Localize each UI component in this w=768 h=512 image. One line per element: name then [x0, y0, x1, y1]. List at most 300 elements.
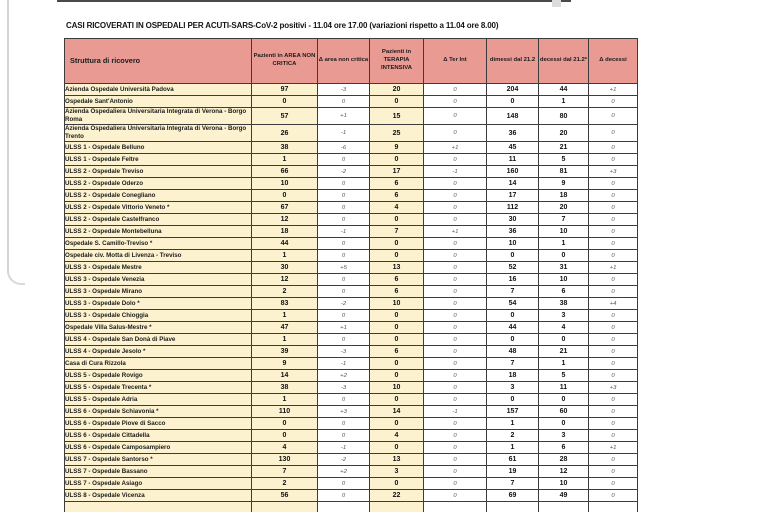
- delta-ter-int-cell: 0: [424, 310, 487, 322]
- dimessi-cell: 0: [487, 310, 539, 322]
- area-non-critica-cell: 97: [252, 84, 318, 96]
- terapia-intensiva-cell: 17: [370, 166, 424, 178]
- delta-decessi-cell: 0: [589, 238, 638, 250]
- delta-ter-int-cell: 0: [424, 358, 487, 370]
- terapia-intensiva-cell: 0: [370, 322, 424, 334]
- table-row: [65, 250, 638, 262]
- area-non-critica-cell: 12: [252, 274, 318, 286]
- table-row: [65, 190, 638, 202]
- delta-area-cell: 0: [318, 238, 370, 250]
- area-non-critica-cell: 38: [252, 382, 318, 394]
- delta-decessi-cell: 0: [589, 430, 638, 442]
- hospital-name-cell: ULSS 4 - Ospedale San Donà di Piave: [65, 334, 252, 346]
- table-row: [65, 178, 638, 190]
- delta-area-cell: +1: [318, 108, 370, 125]
- area-non-critica-cell: 1: [252, 394, 318, 406]
- terapia-intensiva-cell: 0: [370, 394, 424, 406]
- delta-area-cell: -1: [318, 125, 370, 142]
- decessi-cell: 3: [539, 430, 589, 442]
- area-non-critica-cell: 39: [252, 346, 318, 358]
- table-row: [65, 238, 638, 250]
- hospital-name-cell: ULSS 5 - Ospedale Trecenta *: [65, 382, 252, 394]
- delta-ter-int-cell: 0: [424, 382, 487, 394]
- dimessi-cell: 1: [487, 418, 539, 430]
- delta-decessi-cell: 0: [589, 322, 638, 334]
- delta-decessi-cell: 0: [589, 418, 638, 430]
- decessi-cell: 7: [539, 214, 589, 226]
- delta-area-cell: -2: [318, 454, 370, 466]
- dimessi-cell: 10: [487, 238, 539, 250]
- decessi-cell: 0: [539, 394, 589, 406]
- table-row: [65, 406, 638, 418]
- delta-ter-int-cell: 0: [424, 262, 487, 274]
- table-row: [65, 442, 638, 454]
- terapia-intensiva-cell: 22: [370, 490, 424, 502]
- decessi-cell: 21: [539, 346, 589, 358]
- delta-ter-int-cell: 0: [424, 466, 487, 478]
- table-row: [65, 322, 638, 334]
- delta-area-cell: +2: [318, 466, 370, 478]
- delta-area-cell: 0: [318, 274, 370, 286]
- table-row: [65, 490, 638, 502]
- hospital-name-cell: ULSS 1 - Ospedale Feltre: [65, 154, 252, 166]
- table-row: [65, 418, 638, 430]
- header-delta-decessi: Δ decessi: [589, 39, 638, 84]
- delta-area-cell: 0: [318, 310, 370, 322]
- hospital-name-cell: ULSS 1 - Ospedale Belluno: [65, 142, 252, 154]
- delta-decessi-cell: 0: [589, 190, 638, 202]
- hospital-name-cell: ULSS 2 - Ospedale Conegliano: [65, 190, 252, 202]
- hospital-name-cell: Casa di Cura Rizzola: [65, 358, 252, 370]
- header-delta-ter-int: Δ Ter Int: [424, 39, 487, 84]
- table-row: [65, 454, 638, 466]
- delta-ter-int-cell: 0: [424, 370, 487, 382]
- terapia-intensiva-cell: 6: [370, 190, 424, 202]
- terapia-intensiva-cell: 0: [370, 96, 424, 108]
- area-non-critica-cell: [252, 502, 318, 512]
- area-non-critica-cell: 1: [252, 310, 318, 322]
- delta-decessi-cell: 0: [589, 226, 638, 238]
- decessi-cell: 12: [539, 466, 589, 478]
- terapia-intensiva-cell: [370, 502, 424, 512]
- decessi-cell: 1: [539, 358, 589, 370]
- delta-ter-int-cell: 0: [424, 96, 487, 108]
- dimessi-cell: 112: [487, 202, 539, 214]
- area-non-critica-cell: 0: [252, 418, 318, 430]
- delta-area-cell: -3: [318, 346, 370, 358]
- delta-ter-int-cell: 0: [424, 442, 487, 454]
- header-struttura: Struttura di ricovero: [65, 39, 252, 84]
- dimessi-cell: 7: [487, 358, 539, 370]
- terapia-intensiva-cell: 6: [370, 346, 424, 358]
- hospital-name-cell: ULSS 3 - Ospedale Venezia: [65, 274, 252, 286]
- area-non-critica-cell: 1: [252, 250, 318, 262]
- delta-ter-int-cell: -1: [424, 166, 487, 178]
- table-row: [65, 262, 638, 274]
- hospital-name-cell: ULSS 5 - Ospedale Adria: [65, 394, 252, 406]
- delta-ter-int-cell: 0: [424, 238, 487, 250]
- dimessi-cell: 45: [487, 142, 539, 154]
- table-row: [65, 274, 638, 286]
- delta-decessi-cell: 0: [589, 108, 638, 125]
- dimessi-cell: 17: [487, 190, 539, 202]
- hospital-name-cell: ULSS 7 - Ospedale Asiago: [65, 478, 252, 490]
- delta-decessi-cell: 0: [589, 490, 638, 502]
- decessi-cell: 10: [539, 226, 589, 238]
- delta-area-cell: 0: [318, 490, 370, 502]
- delta-ter-int-cell: 0: [424, 214, 487, 226]
- terapia-intensiva-cell: 9: [370, 142, 424, 154]
- table-header: [65, 39, 638, 84]
- delta-ter-int-cell: 0: [424, 190, 487, 202]
- table-row: [65, 466, 638, 478]
- delta-ter-int-cell: 0: [424, 490, 487, 502]
- dimessi-cell: 1: [487, 442, 539, 454]
- area-non-critica-cell: 67: [252, 202, 318, 214]
- area-non-critica-cell: 0: [252, 430, 318, 442]
- delta-ter-int-cell: 0: [424, 346, 487, 358]
- area-non-critica-cell: 12: [252, 214, 318, 226]
- delta-ter-int-cell: 0: [424, 84, 487, 96]
- area-non-critica-cell: 0: [252, 96, 318, 108]
- delta-decessi-cell: +3: [589, 166, 638, 178]
- delta-decessi-cell: [589, 502, 638, 512]
- decessi-cell: 5: [539, 154, 589, 166]
- header-decessi: decessi dal 21.2*: [539, 39, 589, 84]
- dimessi-cell: 36: [487, 125, 539, 142]
- delta-decessi-cell: 0: [589, 214, 638, 226]
- decessi-cell: 1: [539, 238, 589, 250]
- table-row-partially-cropped: [65, 502, 638, 512]
- dimessi-cell: 44: [487, 322, 539, 334]
- delta-ter-int-cell: 0: [424, 454, 487, 466]
- hospital-name-cell: Azienda Ospedaliera Universitaria Integrata di Verona - Borgo Roma: [65, 108, 252, 125]
- terapia-intensiva-cell: 4: [370, 202, 424, 214]
- decessi-cell: 6: [539, 442, 589, 454]
- header-delta-area: Δ area non critica: [318, 39, 370, 84]
- hospital-name-cell: ULSS 6 - Ospedale Camposampiero: [65, 442, 252, 454]
- dimessi-cell: 16: [487, 274, 539, 286]
- dimessi-cell: 7: [487, 286, 539, 298]
- terapia-intensiva-cell: 10: [370, 382, 424, 394]
- terapia-intensiva-cell: 25: [370, 125, 424, 142]
- delta-ter-int-cell: 0: [424, 154, 487, 166]
- delta-ter-int-cell: 0: [424, 125, 487, 142]
- dimessi-cell: 36: [487, 226, 539, 238]
- delta-ter-int-cell: 0: [424, 418, 487, 430]
- hospital-name-cell: Ospedale S. Camillo-Treviso *: [65, 238, 252, 250]
- hospital-name-cell: ULSS 3 - Ospedale Mestre: [65, 262, 252, 274]
- hospital-name-cell: Ospedale Villa Salus-Mestre *: [65, 322, 252, 334]
- delta-area-cell: [318, 502, 370, 512]
- delta-area-cell: 0: [318, 214, 370, 226]
- terapia-intensiva-cell: 6: [370, 274, 424, 286]
- delta-area-cell: -1: [318, 442, 370, 454]
- delta-ter-int-cell: 0: [424, 430, 487, 442]
- hospital-name-cell: ULSS 2 - Ospedale Oderzo: [65, 178, 252, 190]
- table-row: [65, 310, 638, 322]
- dimessi-cell: 0: [487, 96, 539, 108]
- hospital-name-cell: ULSS 3 - Ospedale Dolo *: [65, 298, 252, 310]
- delta-decessi-cell: 0: [589, 466, 638, 478]
- dimessi-cell: 69: [487, 490, 539, 502]
- table-row: [65, 298, 638, 310]
- terapia-intensiva-cell: 0: [370, 478, 424, 490]
- delta-decessi-cell: 0: [589, 310, 638, 322]
- delta-ter-int-cell: 0: [424, 322, 487, 334]
- hospital-name-cell: Ospedale Sant'Antonio: [65, 96, 252, 108]
- delta-decessi-cell: 0: [589, 154, 638, 166]
- decessi-cell: 31: [539, 262, 589, 274]
- area-non-critica-cell: 4: [252, 442, 318, 454]
- area-non-critica-cell: 30: [252, 262, 318, 274]
- area-non-critica-cell: 18: [252, 226, 318, 238]
- delta-decessi-cell: 0: [589, 250, 638, 262]
- delta-area-cell: +1: [318, 322, 370, 334]
- dimessi-cell: 204: [487, 84, 539, 96]
- delta-ter-int-cell: -1: [424, 406, 487, 418]
- cropped-content-above: [57, 0, 571, 2]
- dimessi-cell: 54: [487, 298, 539, 310]
- hospital-name-cell: ULSS 6 - Ospedale Cittadella: [65, 430, 252, 442]
- table-row: [65, 382, 638, 394]
- terapia-intensiva-cell: 15: [370, 108, 424, 125]
- delta-decessi-cell: 0: [589, 178, 638, 190]
- dimessi-cell: 160: [487, 166, 539, 178]
- hospital-name-cell: [65, 502, 252, 512]
- header-dimessi: dimessi dal 21.2: [487, 39, 539, 84]
- dimessi-cell: 52: [487, 262, 539, 274]
- hospital-name-cell: ULSS 2 - Ospedale Montebelluna: [65, 226, 252, 238]
- delta-decessi-cell: +3: [589, 382, 638, 394]
- dimessi-cell: 0: [487, 334, 539, 346]
- table-row: [65, 154, 638, 166]
- decessi-cell: 4: [539, 322, 589, 334]
- delta-decessi-cell: 0: [589, 454, 638, 466]
- delta-ter-int-cell: +1: [424, 142, 487, 154]
- hospital-name-cell: ULSS 2 - Ospedale Treviso: [65, 166, 252, 178]
- dimessi-cell: [487, 502, 539, 512]
- table-row: [65, 430, 638, 442]
- delta-decessi-cell: 0: [589, 346, 638, 358]
- area-non-critica-cell: 14: [252, 370, 318, 382]
- delta-ter-int-cell: 0: [424, 478, 487, 490]
- decessi-cell: 9: [539, 178, 589, 190]
- terapia-intensiva-cell: 0: [370, 154, 424, 166]
- delta-area-cell: -3: [318, 84, 370, 96]
- dimessi-cell: 11: [487, 154, 539, 166]
- terapia-intensiva-cell: 0: [370, 310, 424, 322]
- delta-decessi-cell: +1: [589, 442, 638, 454]
- hospital-name-cell: ULSS 3 - Ospedale Mirano: [65, 286, 252, 298]
- decessi-cell: [539, 502, 589, 512]
- table-row: [65, 166, 638, 178]
- terapia-intensiva-cell: 7: [370, 226, 424, 238]
- terapia-intensiva-cell: 0: [370, 358, 424, 370]
- table-title: CASI RICOVERATI IN OSPEDALI PER ACUTI-SARS-CoV-2 positivi - 11.04 ore 17.00 (variazioni rispetto a 11.04 ore 8.00): [66, 21, 499, 30]
- delta-area-cell: -3: [318, 382, 370, 394]
- delta-decessi-cell: 0: [589, 358, 638, 370]
- header-area-non-critica: Pazienti in AREA NON CRITICA: [252, 39, 318, 84]
- dimessi-cell: 2: [487, 430, 539, 442]
- area-non-critica-cell: 66: [252, 166, 318, 178]
- hospital-name-cell: Ospedale civ. Motta di Livenza - Treviso: [65, 250, 252, 262]
- table-row: [65, 108, 638, 125]
- delta-area-cell: 0: [318, 334, 370, 346]
- hospital-name-cell: Azienda Ospedale Università Padova: [65, 84, 252, 96]
- area-non-critica-cell: 47: [252, 322, 318, 334]
- decessi-cell: 5: [539, 370, 589, 382]
- header-terapia-intensiva: Pazienti in TERAPIA INTENSIVA: [370, 39, 424, 84]
- delta-decessi-cell: 0: [589, 394, 638, 406]
- table-row: [65, 125, 638, 142]
- terapia-intensiva-cell: 0: [370, 418, 424, 430]
- delta-area-cell: 0: [318, 418, 370, 430]
- terapia-intensiva-cell: 0: [370, 442, 424, 454]
- area-non-critica-cell: 7: [252, 466, 318, 478]
- delta-area-cell: 0: [318, 190, 370, 202]
- decessi-cell: 11: [539, 382, 589, 394]
- delta-ter-int-cell: 0: [424, 298, 487, 310]
- delta-area-cell: 0: [318, 250, 370, 262]
- delta-decessi-cell: +4: [589, 298, 638, 310]
- table-row: [65, 478, 638, 490]
- delta-area-cell: +5: [318, 262, 370, 274]
- dimessi-cell: 7: [487, 478, 539, 490]
- terapia-intensiva-cell: 13: [370, 454, 424, 466]
- dimessi-cell: 0: [487, 394, 539, 406]
- card-left-border: [7, 0, 25, 285]
- decessi-cell: 10: [539, 478, 589, 490]
- table-row: [65, 84, 638, 96]
- delta-area-cell: +2: [318, 370, 370, 382]
- area-non-critica-cell: 44: [252, 238, 318, 250]
- delta-area-cell: -2: [318, 298, 370, 310]
- decessi-cell: 80: [539, 108, 589, 125]
- terapia-intensiva-cell: 10: [370, 298, 424, 310]
- hospital-name-cell: ULSS 2 - Ospedale Castelfranco: [65, 214, 252, 226]
- hospital-name-cell: ULSS 6 - Ospedale Piove di Sacco: [65, 418, 252, 430]
- decessi-cell: 10: [539, 274, 589, 286]
- dimessi-cell: 61: [487, 454, 539, 466]
- area-non-critica-cell: 26: [252, 125, 318, 142]
- decessi-cell: 0: [539, 250, 589, 262]
- delta-area-cell: -1: [318, 358, 370, 370]
- area-non-critica-cell: 56: [252, 490, 318, 502]
- delta-area-cell: 0: [318, 154, 370, 166]
- area-non-critica-cell: 0: [252, 190, 318, 202]
- decessi-cell: 44: [539, 84, 589, 96]
- delta-decessi-cell: +1: [589, 262, 638, 274]
- delta-ter-int-cell: 0: [424, 108, 487, 125]
- terapia-intensiva-cell: 20: [370, 84, 424, 96]
- terapia-intensiva-cell: 6: [370, 286, 424, 298]
- hospital-covid-table: [64, 38, 638, 512]
- delta-ter-int-cell: 0: [424, 274, 487, 286]
- delta-ter-int-cell: +1: [424, 226, 487, 238]
- delta-decessi-cell: 0: [589, 96, 638, 108]
- decessi-cell: 0: [539, 418, 589, 430]
- delta-ter-int-cell: 0: [424, 178, 487, 190]
- table-row: [65, 370, 638, 382]
- terapia-intensiva-cell: 14: [370, 406, 424, 418]
- delta-decessi-cell: 0: [589, 202, 638, 214]
- decessi-cell: 60: [539, 406, 589, 418]
- decessi-cell: 6: [539, 286, 589, 298]
- decessi-cell: 20: [539, 202, 589, 214]
- area-non-critica-cell: 10: [252, 178, 318, 190]
- cropped-mark-above: [552, 0, 561, 7]
- table-row: [65, 358, 638, 370]
- terapia-intensiva-cell: 4: [370, 430, 424, 442]
- dimessi-cell: 157: [487, 406, 539, 418]
- table-row: [65, 394, 638, 406]
- hospital-name-cell: ULSS 5 - Ospedale Rovigo: [65, 370, 252, 382]
- area-non-critica-cell: 110: [252, 406, 318, 418]
- delta-area-cell: 0: [318, 286, 370, 298]
- hospital-table-body: [65, 84, 638, 512]
- delta-area-cell: +3: [318, 406, 370, 418]
- table-row: [65, 96, 638, 108]
- delta-ter-int-cell: 0: [424, 394, 487, 406]
- delta-ter-int-cell: 0: [424, 334, 487, 346]
- table-row: [65, 334, 638, 346]
- area-non-critica-cell: 130: [252, 454, 318, 466]
- hospital-name-cell: ULSS 8 - Ospedale Vicenza: [65, 490, 252, 502]
- table-row: [65, 142, 638, 154]
- delta-decessi-cell: 0: [589, 142, 638, 154]
- delta-ter-int-cell: [424, 502, 487, 512]
- decessi-cell: 81: [539, 166, 589, 178]
- table-row: [65, 202, 638, 214]
- delta-ter-int-cell: 0: [424, 286, 487, 298]
- dimessi-cell: 18: [487, 370, 539, 382]
- terapia-intensiva-cell: 6: [370, 178, 424, 190]
- delta-decessi-cell: 0: [589, 370, 638, 382]
- terapia-intensiva-cell: 13: [370, 262, 424, 274]
- area-non-critica-cell: 1: [252, 154, 318, 166]
- area-non-critica-cell: 9: [252, 358, 318, 370]
- area-non-critica-cell: 57: [252, 108, 318, 125]
- decessi-cell: 20: [539, 125, 589, 142]
- hospital-name-cell: ULSS 6 - Ospedale Schiavonia *: [65, 406, 252, 418]
- area-non-critica-cell: 2: [252, 478, 318, 490]
- terapia-intensiva-cell: 0: [370, 334, 424, 346]
- delta-area-cell: 0: [318, 202, 370, 214]
- hospital-name-cell: ULSS 7 - Ospedale Bassano: [65, 466, 252, 478]
- delta-area-cell: 0: [318, 478, 370, 490]
- dimessi-cell: 14: [487, 178, 539, 190]
- table-row: [65, 226, 638, 238]
- terapia-intensiva-cell: 0: [370, 238, 424, 250]
- hospital-name-cell: Azienda Ospedaliera Universitaria Integrata di Verona - Borgo Trento: [65, 125, 252, 142]
- delta-area-cell: 0: [318, 430, 370, 442]
- delta-area-cell: -1: [318, 226, 370, 238]
- delta-area-cell: 0: [318, 96, 370, 108]
- decessi-cell: 49: [539, 490, 589, 502]
- dimessi-cell: 19: [487, 466, 539, 478]
- delta-area-cell: -2: [318, 166, 370, 178]
- hospital-name-cell: ULSS 3 - Ospedale Chioggia: [65, 310, 252, 322]
- area-non-critica-cell: 38: [252, 142, 318, 154]
- delta-decessi-cell: 0: [589, 406, 638, 418]
- table-row: [65, 214, 638, 226]
- header-row: [65, 39, 638, 84]
- delta-decessi-cell: 0: [589, 334, 638, 346]
- hospital-name-cell: ULSS 4 - Ospedale Jesolo *: [65, 346, 252, 358]
- delta-area-cell: -6: [318, 142, 370, 154]
- decessi-cell: 1: [539, 96, 589, 108]
